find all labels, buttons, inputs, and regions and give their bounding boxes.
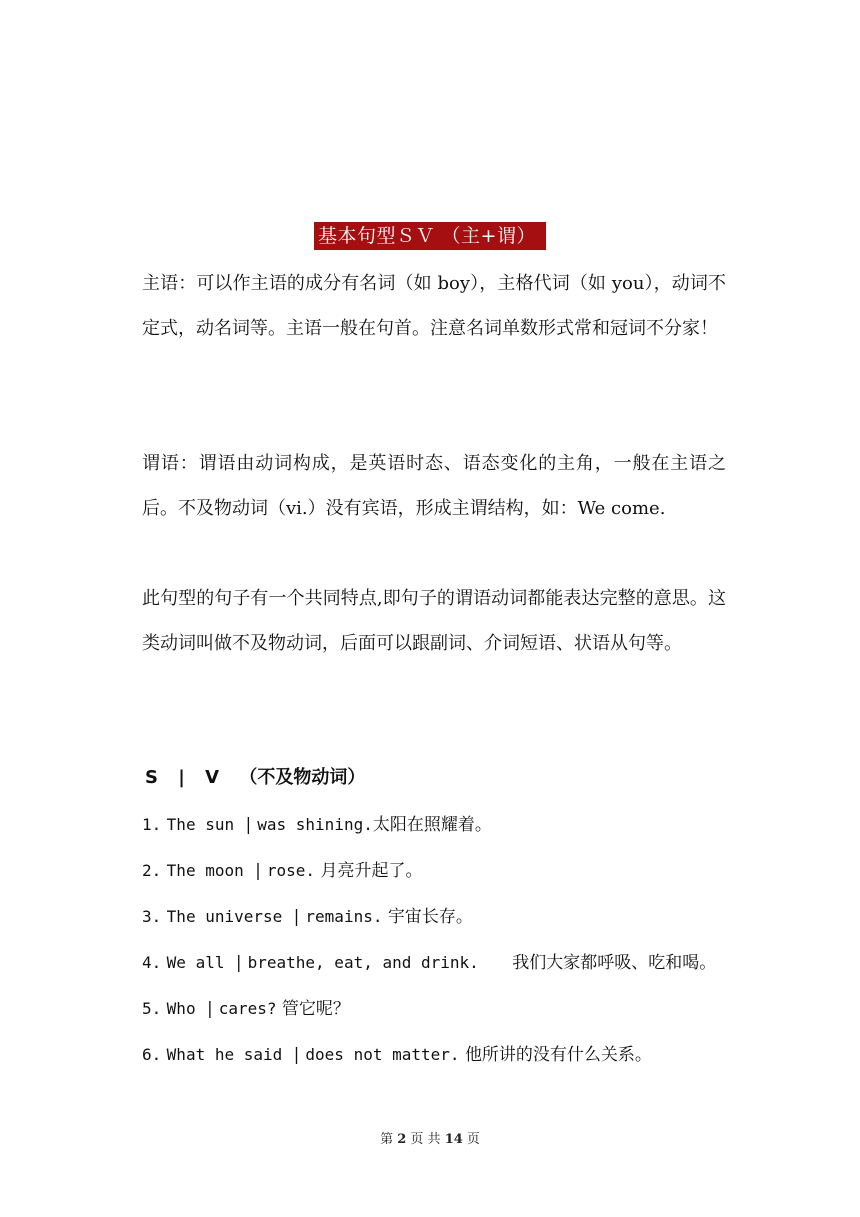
footer-mid: 页 共 [410,1132,441,1147]
example-item [142,848,732,894]
example-subject: The sun [166,815,235,834]
example-list [142,802,732,1078]
example-predicate: rose. [266,861,316,880]
feature-paragraph: 此句型的句子有一个共同特点,即句子的谓语动词都能表达完整的意思。这类动词叫做不及物动词，后面可以跟副词、介词短语、状语从句等。 [142,588,726,654]
sv-heading-note: （不及物动词） [239,767,366,788]
example-translation: 月亮升起了。 [320,861,423,881]
example-item [142,986,732,1032]
footer-current-page: 2 [397,1132,407,1147]
footer-total-pages: 14 [444,1132,463,1147]
example-predicate: breathe, eat, and drink. [247,953,479,972]
predicate-paragraph: 谓语：谓语由动词构成，是英语时态、语态变化的主角，一般在主语之后。不及物动词（vi.）没有宾语，形成主谓结构，如：We come. [142,453,726,519]
example-number: 2. [142,861,162,880]
example-item [142,802,732,848]
example-item [142,940,732,986]
page-footer [0,1128,860,1147]
sv-heading-v: V [205,767,220,788]
example-predicate: was shining. [257,815,373,834]
example-number: 3. [142,907,162,926]
page-title: 基本句型ＳＶ （主+谓） [314,222,546,250]
example-subject: The universe [166,907,283,926]
example-subject: Who [166,999,196,1018]
sv-heading-separator: | [178,767,185,788]
example-number: 6. [142,1045,162,1064]
example-separator: | [293,1045,300,1065]
example-separator: | [245,815,252,835]
example-subject: What he said [166,1045,283,1064]
example-separator: | [255,861,261,881]
example-number: 5. [142,999,162,1018]
example-translation: 我们大家都呼吸、吃和喝。 [512,953,717,973]
example-predicate: cares? [218,999,277,1018]
example-predicate: remains. [305,907,383,926]
sv-heading [145,760,365,796]
example-separator: | [206,999,213,1019]
example-translation: 管它呢？ [281,999,350,1019]
sv-heading-s: S [145,767,158,788]
example-item [142,1032,732,1078]
example-translation: 太阳在照耀着。 [372,815,492,835]
example-subject: We all [166,953,225,972]
example-separator: | [235,953,242,973]
example-number: 1. [142,815,162,834]
example-number: 4. [142,953,162,972]
example-predicate: does not matter. [305,1045,460,1064]
example-translation: 他所讲的没有什么关系。 [464,1045,652,1065]
example-translation: 宇宙长存。 [387,907,473,927]
example-subject: The moon [166,861,244,880]
example-item [142,894,732,940]
example-separator: | [293,907,300,927]
title-container [0,222,860,250]
footer-prefix: 第 [380,1132,394,1147]
footer-suffix: 页 [466,1132,480,1147]
subject-paragraph: 主语：可以作主语的成分有名词（如 boy），主格代词（如 you），动词不定式，动名词等。主语一般在句首。注意名词单数形式常和冠词不分家！ [142,273,726,339]
